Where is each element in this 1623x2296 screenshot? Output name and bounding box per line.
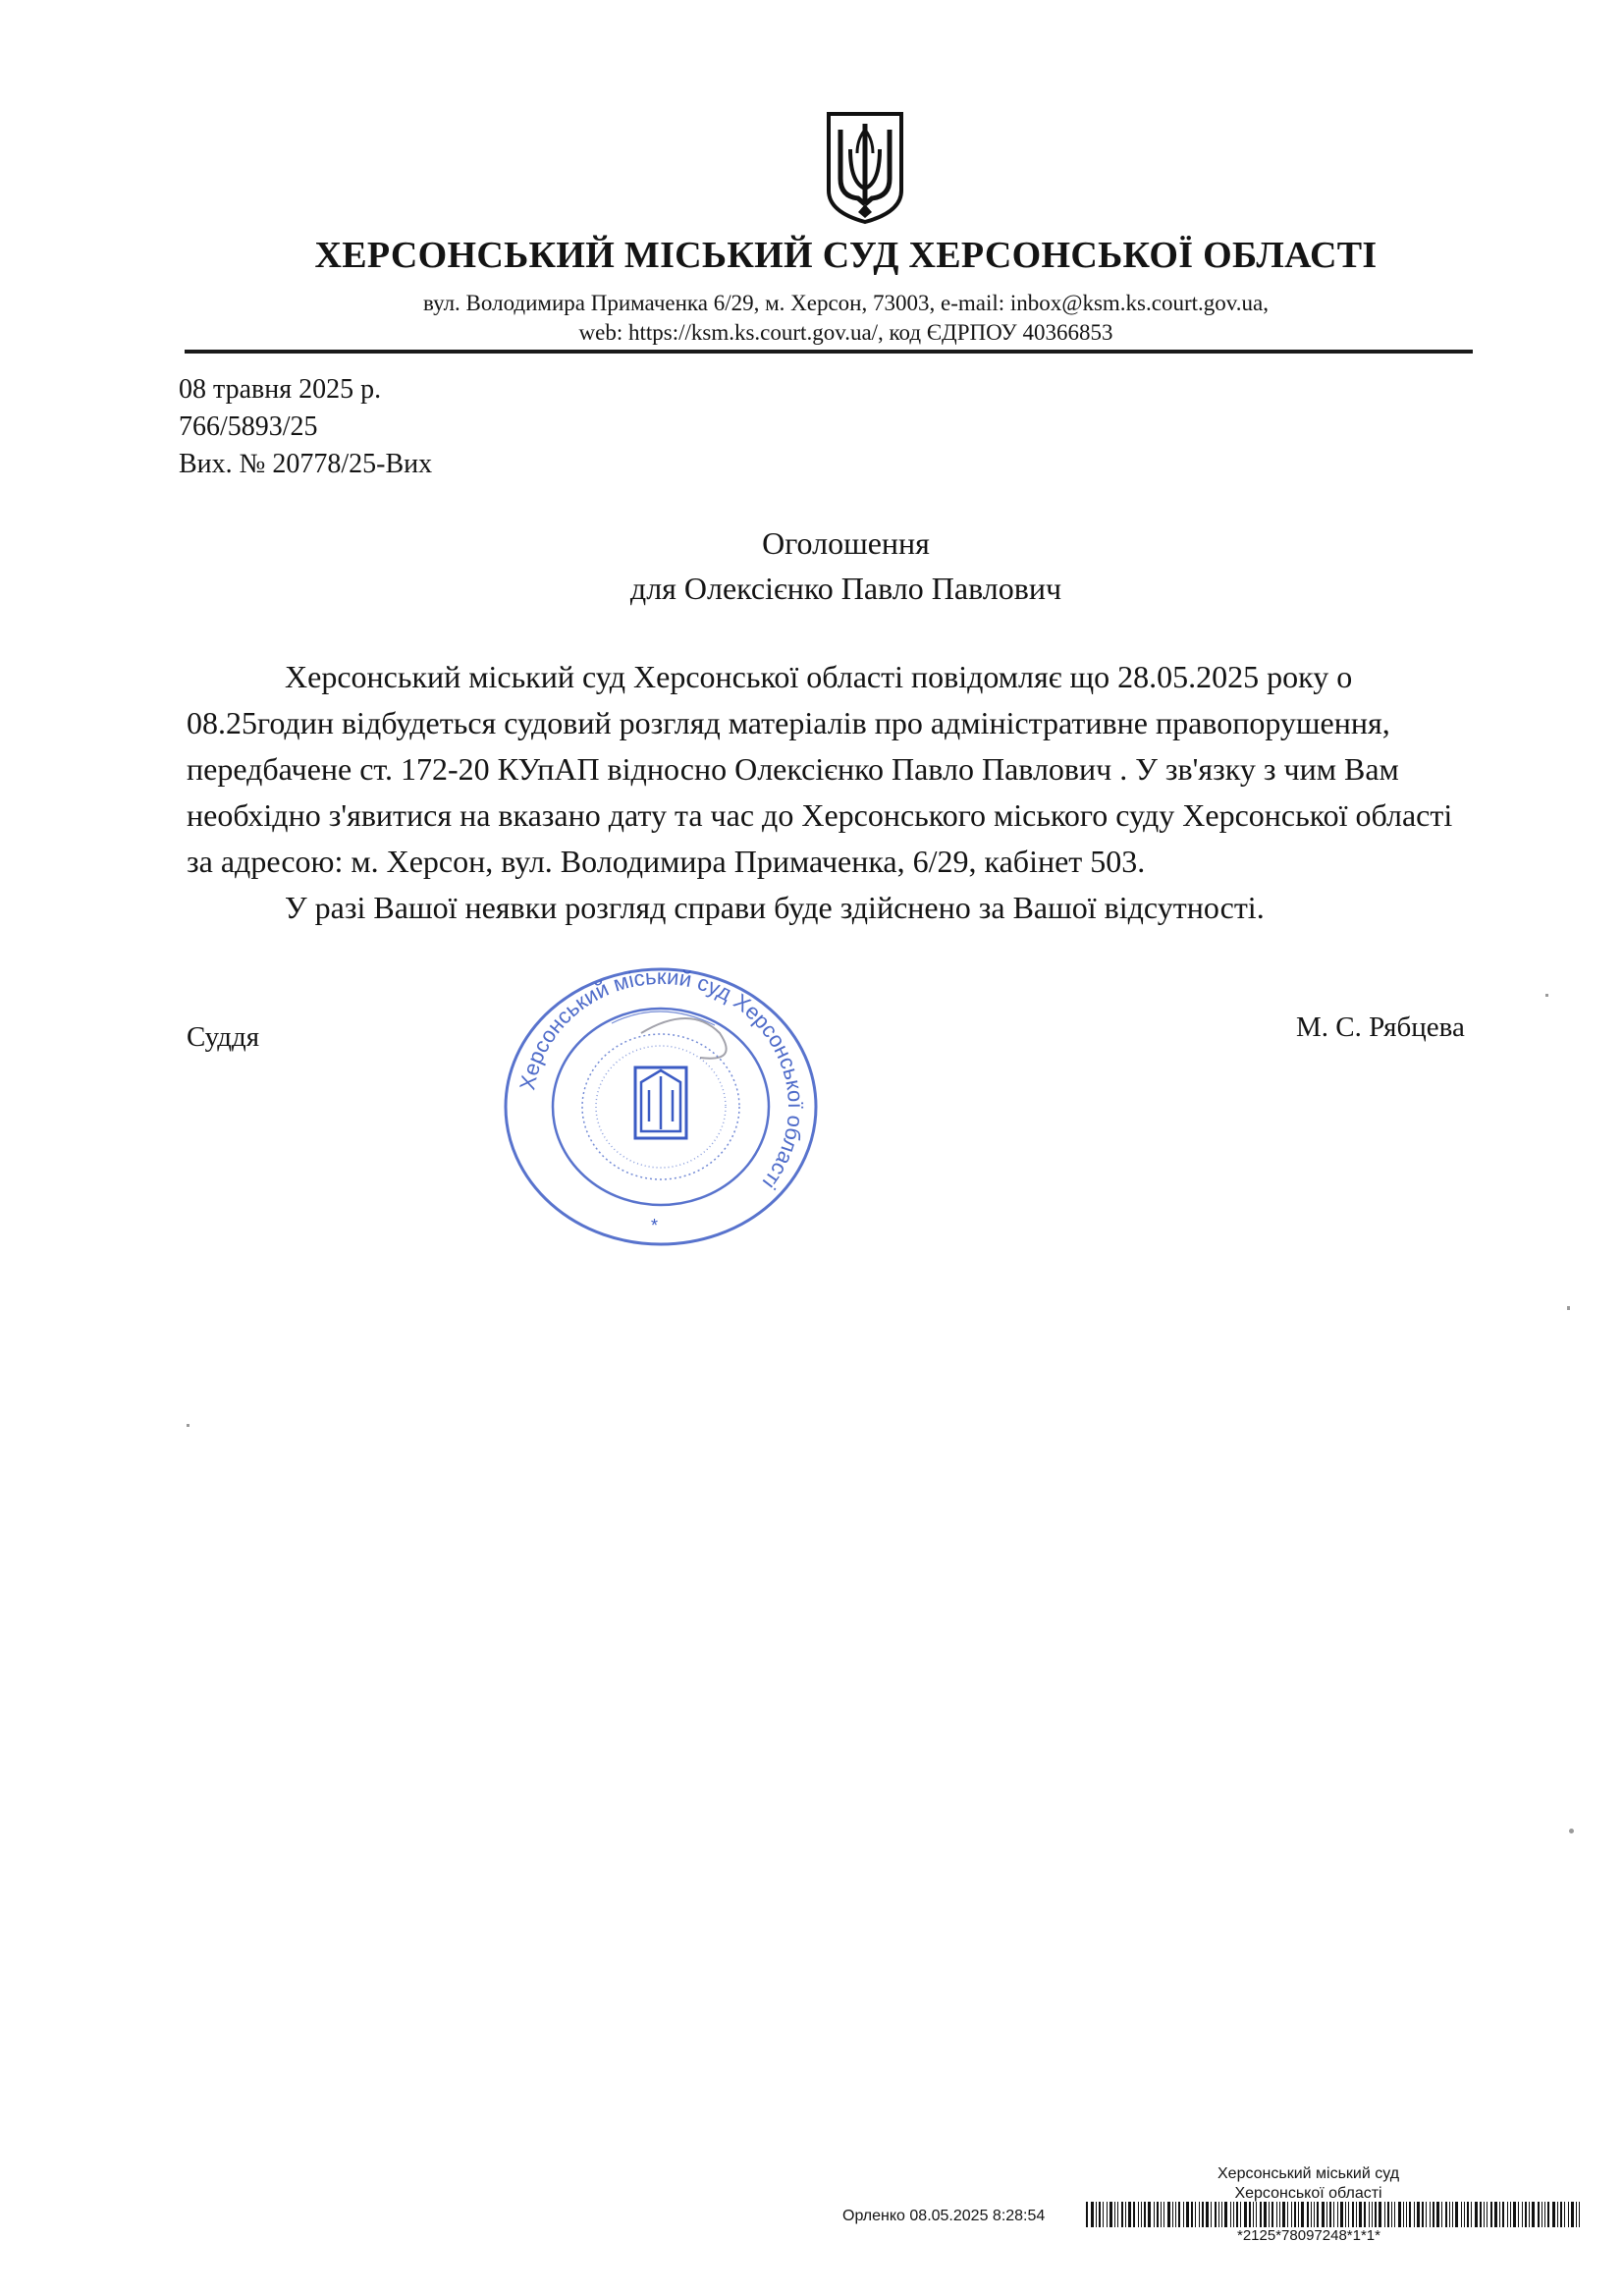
- barcode-bar: [1352, 2202, 1354, 2227]
- barcode-bar: [1398, 2202, 1401, 2227]
- barcode-bar: [1109, 2202, 1112, 2227]
- judge-role-label: Суддя: [187, 1021, 260, 1053]
- barcode-bar: [1230, 2202, 1231, 2227]
- court-address-line-2-text: web: https://ksm.ks.court.gov.ua/, код ЄДРПОУ 40366853: [578, 320, 1113, 345]
- barcode-bar: [1487, 2202, 1488, 2227]
- barcode-bar: [1464, 2202, 1465, 2227]
- barcode-bar: [1107, 2202, 1108, 2227]
- barcode-bar: [1571, 2202, 1574, 2227]
- announcement-recipient: для Олексієнко Павло Павлович: [629, 571, 1062, 606]
- barcode-bar: [1294, 2202, 1296, 2227]
- barcode-bar: [1522, 2202, 1523, 2227]
- barcode-bar: [1291, 2202, 1292, 2227]
- barcode-bar: [1183, 2202, 1184, 2227]
- barcode-bar: [1560, 2202, 1562, 2227]
- barcode-bar: [1422, 2202, 1424, 2227]
- barcode-bar: [1337, 2202, 1338, 2227]
- barcode-bar: [1576, 2202, 1577, 2227]
- footer-court-line-1: Херсонський міський суд: [1217, 2165, 1400, 2182]
- scan-speck: [1567, 1306, 1570, 1310]
- barcode-bar: [1379, 2202, 1381, 2227]
- barcode-bar: [1364, 2202, 1366, 2227]
- barcode-bar: [1394, 2202, 1395, 2227]
- barcode-bar: [1433, 2202, 1434, 2227]
- barcode-bar: [1191, 2202, 1193, 2227]
- barcode-bar: [1096, 2202, 1097, 2227]
- barcode-bar: [1552, 2202, 1555, 2227]
- footer-court-line-2: Херсонської області: [1234, 2185, 1382, 2202]
- barcode-bar: [1206, 2202, 1209, 2227]
- barcode-bar: [1256, 2202, 1257, 2227]
- barcode-bar: [1260, 2202, 1262, 2227]
- barcode-bar: [1568, 2202, 1569, 2227]
- barcode-bar: [1426, 2202, 1427, 2227]
- barcode-bar: [1264, 2202, 1267, 2227]
- barcode-bar: [1359, 2202, 1362, 2227]
- barcode-bar: [1311, 2202, 1312, 2227]
- barcode-bar: [1475, 2202, 1478, 2227]
- announcement-title: Оголошення: [762, 525, 930, 561]
- document-date: 08 травня 2025 р.: [179, 374, 382, 405]
- barcode-bar: [1202, 2202, 1204, 2227]
- barcode-bar: [1387, 2202, 1389, 2227]
- barcode-bar: [1175, 2202, 1176, 2227]
- barcode-bar: [1518, 2202, 1519, 2227]
- announcement-body: [187, 654, 1483, 931]
- barcode-bar: [1510, 2202, 1511, 2227]
- barcode-bar: [1340, 2202, 1343, 2227]
- barcode-bar: [1513, 2202, 1516, 2227]
- barcode-bar: [1430, 2202, 1431, 2227]
- barcode-bar: [1282, 2202, 1285, 2227]
- barcode-bar: [1345, 2202, 1346, 2227]
- barcode-bar: [1128, 2202, 1131, 2227]
- barcode-bar: [1329, 2202, 1331, 2227]
- barcode-bar: [1471, 2202, 1472, 2227]
- svg-text:*: *: [651, 1216, 659, 1235]
- barcode-bar: [1211, 2202, 1212, 2227]
- barcode-bar: [1384, 2202, 1385, 2227]
- barcode-bar: [1494, 2202, 1497, 2227]
- trident-coat-of-arms-icon: [825, 110, 905, 226]
- barcode-bar: [1103, 2202, 1104, 2227]
- footer-registrar: Орленко 08.05.2025 8:28:54: [842, 2208, 1046, 2224]
- scan-speck: [1569, 1829, 1574, 1833]
- barcode-bar: [1333, 2202, 1334, 2227]
- barcode-bar: [1507, 2202, 1508, 2227]
- barcode-bar: [1375, 2202, 1377, 2227]
- court-address-line-1: [0, 291, 1623, 316]
- barcode-bar: [1240, 2202, 1241, 2227]
- barcode-bar: [1480, 2202, 1482, 2227]
- barcode-bar: [1409, 2202, 1411, 2227]
- announcement-paragraph-1: Херсонський міський суд Херсонської області повідомляє що 28.05.2025 року о 08.25годин відбудеться судовий розгляд матеріалів про адміністративне правопорушення, передбачене ст. 172-20 КУпАП відносно Олексієнко Павло Павлович . У зв'язку з чим Вам необхідно з'явитися на вказано дату та час до Херсонського міського суду Херсонської області за адресою: м. Херсон, вул. Володимира Примаченка, 6/29, кабінет 503.: [187, 659, 1453, 879]
- barcode-bar: [1086, 2202, 1088, 2227]
- barcode-bar: [1221, 2202, 1222, 2227]
- judge-name: М. С. Рябцева: [1296, 1011, 1465, 1043]
- barcode-bar: [1133, 2202, 1135, 2227]
- barcode-bar: [1154, 2202, 1155, 2227]
- barcode-bar: [1287, 2202, 1288, 2227]
- barcode-bar: [1167, 2202, 1170, 2227]
- footer-court-block: [1217, 2164, 1399, 2204]
- barcode-bar: [1144, 2202, 1146, 2227]
- barcode-bar: [1547, 2202, 1549, 2227]
- barcode-bar: [1279, 2202, 1280, 2227]
- barcode-bar: [1301, 2202, 1304, 2227]
- scan-speck: [1545, 994, 1548, 997]
- barcode-bar: [1178, 2202, 1180, 2227]
- barcode-bar: [1461, 2202, 1462, 2227]
- barcode-bar: [1406, 2202, 1407, 2227]
- barcode-bar: [1436, 2202, 1439, 2227]
- barcode-bar: [1172, 2202, 1173, 2227]
- barcode-bar: [1502, 2202, 1504, 2227]
- barcode-bar: [1484, 2202, 1485, 2227]
- barcode-bar: [1215, 2202, 1217, 2227]
- barcode-bar: [1499, 2202, 1500, 2227]
- barcode-bar: [1322, 2202, 1325, 2227]
- registration-barcode: [1086, 2202, 1583, 2227]
- barcode-bar: [1114, 2202, 1115, 2227]
- barcode-bar: [1233, 2202, 1234, 2227]
- barcode-bar: [1148, 2202, 1151, 2227]
- barcode-bar: [1441, 2202, 1442, 2227]
- court-address-line-1-text: вул. Володимира Примаченка 6/29, м. Херсон, 73003, e-mail: inbox@ksm.ks.court.gov.ua,: [423, 291, 1269, 315]
- barcode-bar: [1538, 2202, 1540, 2227]
- barcode-bar: [1161, 2202, 1162, 2227]
- barcode-bar: [1579, 2202, 1580, 2227]
- barcode-bar: [1125, 2202, 1126, 2227]
- barcode-bar: [1099, 2202, 1101, 2227]
- barcode-bar: [1317, 2202, 1319, 2227]
- scan-speck: [187, 1424, 189, 1427]
- barcode-bar: [1529, 2202, 1530, 2227]
- barcode-bar: [1298, 2202, 1299, 2227]
- barcode-bar: [1249, 2202, 1251, 2227]
- announcement-paragraph-2: У разі Вашої неявки розгляд справи буде здійснено за Вашої відсутності.: [285, 890, 1265, 925]
- barcode-bar: [1117, 2202, 1118, 2227]
- barcode-bar: [1391, 2202, 1392, 2227]
- barcode-bar: [1138, 2202, 1139, 2227]
- barcode-bar: [1403, 2202, 1404, 2227]
- barcode-bar: [1091, 2202, 1094, 2227]
- barcode-bar: [1195, 2202, 1196, 2227]
- barcode-bar: [1224, 2202, 1227, 2227]
- barcode-bar: [1445, 2202, 1447, 2227]
- barcode-bar: [1557, 2202, 1558, 2227]
- court-address-line-2: [0, 320, 1623, 346]
- barcode-bar: [1532, 2202, 1535, 2227]
- barcode-bar: [1455, 2202, 1458, 2227]
- barcode-bar: [1269, 2202, 1270, 2227]
- barcode-bar: [1244, 2202, 1247, 2227]
- court-name-text: ХЕРСОНСЬКИЙ МІСЬКИЙ СУД ХЕРСОНСЬКОЇ ОБЛАСТІ: [314, 235, 1378, 276]
- barcode-bar: [1199, 2202, 1200, 2227]
- barcode-bar: [1307, 2202, 1309, 2227]
- barcode-bar: [1417, 2202, 1420, 2227]
- barcode-bar: [1271, 2202, 1273, 2227]
- announcement-heading: [0, 520, 1623, 611]
- header-divider: [185, 350, 1473, 354]
- barcode-bar: [1218, 2202, 1219, 2227]
- barcode-bar: [1490, 2202, 1492, 2227]
- barcode-bar: [1414, 2202, 1415, 2227]
- barcode-bar: [1186, 2202, 1189, 2227]
- barcode-bar: [1369, 2202, 1370, 2227]
- outgoing-number: Вих. № 20778/25-Вих: [179, 449, 433, 479]
- court-name-heading: [0, 234, 1623, 277]
- barcode-bar: [1157, 2202, 1159, 2227]
- barcode-bar: [1141, 2202, 1142, 2227]
- barcode-bar: [1326, 2202, 1327, 2227]
- court-seal-stamp: [494, 964, 828, 1249]
- document-meta: [179, 371, 432, 483]
- barcode-bar: [1314, 2202, 1315, 2227]
- barcode-bar: [1348, 2202, 1349, 2227]
- barcode-bar: [1372, 2202, 1373, 2227]
- barcode-bar: [1253, 2202, 1254, 2227]
- barcode-bar: [1564, 2202, 1565, 2227]
- barcode-bar: [1525, 2202, 1527, 2227]
- seal-outer-text: Херсонський міський суд Херсонської області: [514, 964, 809, 1194]
- barcode-bar: [1356, 2202, 1357, 2227]
- barcode-bar: [1276, 2202, 1277, 2227]
- barcode-bar: [1467, 2202, 1469, 2227]
- barcode-bar: [1163, 2202, 1164, 2227]
- barcode-bar: [1121, 2202, 1123, 2227]
- barcode-bar: [1452, 2202, 1453, 2227]
- case-number: 766/5893/25: [179, 411, 318, 442]
- barcode-bar: [1449, 2202, 1450, 2227]
- barcode-caption: *2125*78097248*1*1*: [1237, 2227, 1380, 2244]
- barcode-bar: [1544, 2202, 1545, 2227]
- barcode-bar: [1236, 2202, 1238, 2227]
